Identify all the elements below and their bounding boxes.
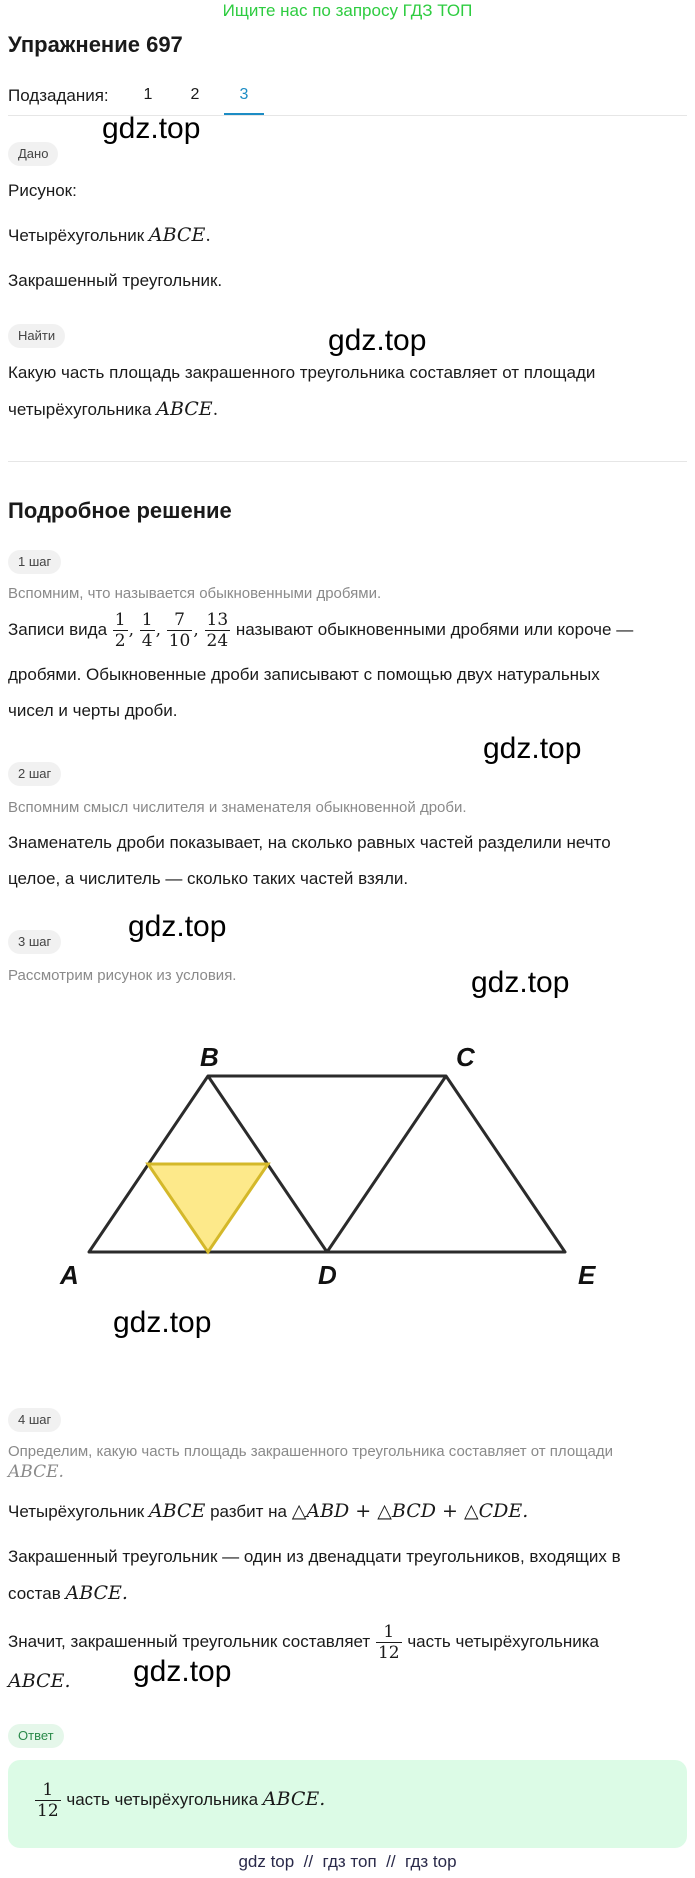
step-4-line-5: ABCE. bbox=[8, 1670, 71, 1692]
page-title: Упражнение 697 bbox=[8, 32, 183, 57]
step-2-hint: Вспомним смысл числителя и знаменателя обыкновенной дроби. bbox=[8, 799, 467, 816]
label-b: B bbox=[200, 1042, 219, 1072]
watermark: gdz.top bbox=[102, 112, 201, 145]
step-2-line-2: целое, а числитель — сколько таких частей взяли. bbox=[8, 869, 409, 888]
step-3-tag: 3 шаг bbox=[8, 930, 61, 954]
fraction-7-10: $\frac{7}{10}$ bbox=[168, 610, 191, 651]
label-e: E bbox=[578, 1260, 596, 1290]
section-divider bbox=[8, 461, 687, 462]
step-2-line-1: Знаменатель дроби показывает, на сколько равных частей разделили нечто bbox=[8, 833, 611, 852]
subtask-tab-3[interactable]: 3 bbox=[239, 86, 249, 103]
watermark: gdz.top bbox=[328, 324, 427, 357]
step-4-line-4: Значит, закрашенный треугольник составляет $\frac{1}{12}$ часть четырёхугольника bbox=[8, 1622, 600, 1663]
label-a: A bbox=[60, 1260, 79, 1290]
segment-cd bbox=[327, 1076, 446, 1252]
step-1-tag: 1 шаг bbox=[8, 550, 61, 574]
watermark: gdz.top bbox=[471, 966, 570, 999]
fraction-1-12: $\frac{1}{12}$ bbox=[377, 1622, 400, 1663]
find-line-2: четырёхугольника ABCE. bbox=[8, 398, 219, 420]
find-tag: Найти bbox=[8, 324, 65, 348]
subtask-tab-1[interactable]: 1 bbox=[143, 86, 153, 103]
step-1-line-1: Записи вида $\frac{1}{2}$ , $\frac{1}{4}$ , $\frac{7}{10}$ , $\frac{13}{24}$ называют обыкновенными дробями или короче — bbox=[8, 610, 634, 651]
watermark: gdz.top bbox=[483, 732, 582, 765]
step-3-hint: Рассмотрим рисунок из условия. bbox=[8, 967, 237, 984]
given-line-2: Четырёхугольник ABCE. bbox=[8, 224, 211, 246]
find-line-1: Какую часть площадь закрашенного треугольника составляет от площади bbox=[8, 363, 596, 382]
search-banner[interactable]: Ищите нас по запросу ГДЗ ТОП bbox=[222, 1, 473, 20]
answer-fraction: $\frac{1}{12}$ bbox=[37, 1780, 59, 1821]
step-4-tag: 4 шаг bbox=[8, 1408, 61, 1432]
label-c: C bbox=[456, 1042, 475, 1072]
fraction-1-4: $\frac{1}{4}$ bbox=[141, 610, 153, 651]
step-4-hint: Определим, какую часть площадь закрашенного треугольника составляет от площади bbox=[8, 1443, 613, 1460]
step-4-hint-figure: ABCE. bbox=[8, 1462, 64, 1482]
subtask-tab-2[interactable]: 2 bbox=[190, 86, 200, 103]
given-tag: Дано bbox=[8, 142, 58, 166]
watermark: gdz.top bbox=[128, 910, 227, 943]
fraction-13-24: $\frac{13}{24}$ bbox=[206, 610, 229, 651]
watermark: gdz.top bbox=[133, 1655, 232, 1688]
given-line-1: Рисунок: bbox=[8, 181, 77, 200]
answer-text: $\frac{1}{12}$ часть четырёхугольника ABCE. bbox=[37, 1780, 326, 1821]
step-2-tag: 2 шаг bbox=[8, 762, 61, 786]
subtasks-label: Подзадания: bbox=[8, 86, 109, 105]
step-4-line-1: Четырёхугольник ABCE разбит на △ABD + △BCD + △CDE. bbox=[8, 1500, 529, 1522]
step-1-hint: Вспомним, что называется обыкновенными дробями. bbox=[8, 585, 382, 602]
watermark: gdz.top bbox=[113, 1306, 212, 1339]
step-4-line-2: Закрашенный треугольник — один из двенадцати треугольников, входящих в bbox=[8, 1547, 621, 1566]
given-line-3: Закрашенный треугольник. bbox=[8, 271, 223, 290]
label-d: D bbox=[318, 1260, 337, 1290]
solution-title: Подробное решение bbox=[8, 498, 232, 523]
step-1-line-2: дробями. Обыкновенные дроби записывают с помощью двух натуральных bbox=[8, 665, 600, 684]
fraction-1-2: $\frac{1}{2}$ bbox=[114, 610, 126, 651]
step-4-line-3: состав ABCE. bbox=[8, 1582, 128, 1604]
geometry-figure bbox=[0, 1020, 695, 1300]
step-1-line-3: чисел и черты дроби. bbox=[8, 701, 178, 720]
footer-links[interactable]: gdz top // гдз топ // гдз top bbox=[238, 1852, 457, 1871]
shaded-triangle bbox=[148, 1164, 268, 1252]
answer-tag: Ответ bbox=[8, 1724, 64, 1748]
